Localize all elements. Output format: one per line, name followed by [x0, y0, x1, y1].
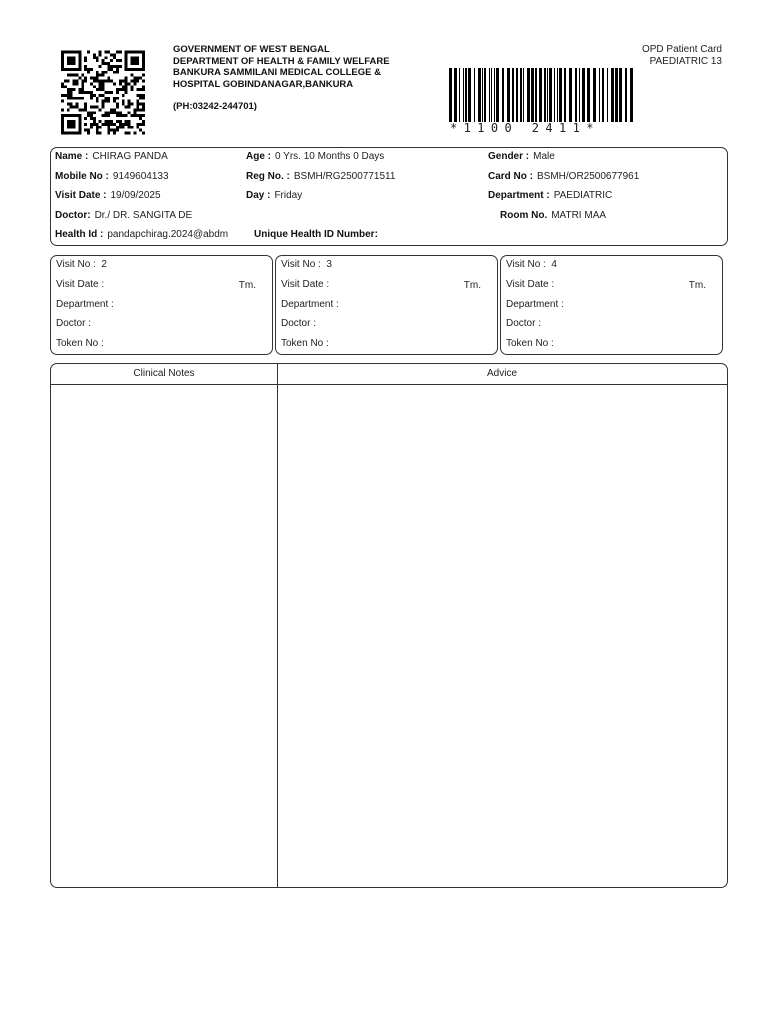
- qr-code-icon: [61, 49, 145, 136]
- visit-token: Token No :: [281, 338, 329, 349]
- visit-date: Visit Date :: [281, 279, 330, 290]
- patient-doctor: Doctor: Dr./ DR. SANGITA DE: [55, 210, 193, 221]
- patient-gender: Gender : Male: [488, 151, 555, 162]
- visit-department: Department :: [506, 299, 564, 310]
- patient-day: Day : Friday: [246, 190, 303, 201]
- header-phone: (PH:03242-244701): [173, 101, 257, 113]
- advice-header: Advice: [486, 368, 517, 379]
- barcode-number: *1100 2411*: [450, 121, 600, 135]
- patient-department: Department : PAEDIATRIC: [488, 190, 613, 201]
- notes-column-divider: [277, 364, 278, 887]
- visit-no: Visit No : 4: [506, 259, 557, 270]
- header-line-2: DEPARTMENT OF HEALTH & FAMILY WELFARE: [173, 55, 390, 67]
- visit-doctor: Doctor :: [281, 318, 317, 329]
- visit-doctor: Doctor :: [56, 318, 92, 329]
- patient-age: Age : 0 Yrs. 10 Months 0 Days: [246, 151, 385, 162]
- visit-department: Department :: [281, 299, 339, 310]
- patient-name: Name : CHIRAG PANDA: [55, 151, 168, 162]
- visit-token: Token No :: [506, 338, 554, 349]
- visit-token: Token No :: [56, 338, 104, 349]
- visit-no: Visit No : 3: [281, 259, 332, 270]
- notes-header-divider: [51, 384, 727, 385]
- visit-department: Department :: [56, 299, 114, 310]
- visit-box-4: [500, 255, 723, 355]
- hospital-header: [173, 44, 390, 113]
- card-title: OPD Patient Card: [641, 44, 722, 55]
- header-line-3: BANKURA SAMMILANI MEDICAL COLLEGE &: [173, 67, 381, 79]
- patient-room: Room No. MATRI MAA: [500, 210, 607, 221]
- visit-doctor: Doctor :: [506, 318, 542, 329]
- visit-box-2: [50, 255, 273, 355]
- visit-time: Tm.: [238, 280, 256, 291]
- patient-visit-date: Visit Date : 19/09/2025: [55, 190, 161, 201]
- patient-mobile: Mobile No : 9149604133: [55, 171, 169, 182]
- visit-date: Visit Date :: [56, 279, 105, 290]
- visit-no: Visit No : 2: [56, 259, 107, 270]
- notes-table: [50, 363, 728, 888]
- barcode-icon: [449, 68, 635, 122]
- visit-time: Tm.: [688, 280, 706, 291]
- header-line-1: GOVERNMENT OF WEST BENGAL: [173, 44, 330, 55]
- patient-card-no: Card No : BSMH/OR2500677961: [488, 171, 640, 182]
- visit-time: Tm.: [463, 280, 481, 291]
- clinical-notes-header: Clinical Notes: [133, 368, 195, 379]
- visit-box-3: [275, 255, 498, 355]
- card-title-block: [642, 44, 722, 68]
- patient-health-id: Health Id : pandapchirag.2024@abdm: [55, 229, 229, 240]
- card-subtitle: PAEDIATRIC 13: [649, 55, 722, 67]
- visit-date: Visit Date :: [506, 279, 555, 290]
- header-line-4: HOSPITAL GOBINDANAGAR,BANKURA: [173, 78, 354, 90]
- patient-reg-no: Reg No. : BSMH/RG2500771511: [246, 171, 396, 182]
- patient-uhid: Unique Health ID Number:: [254, 229, 378, 240]
- patient-info-box: [50, 147, 728, 246]
